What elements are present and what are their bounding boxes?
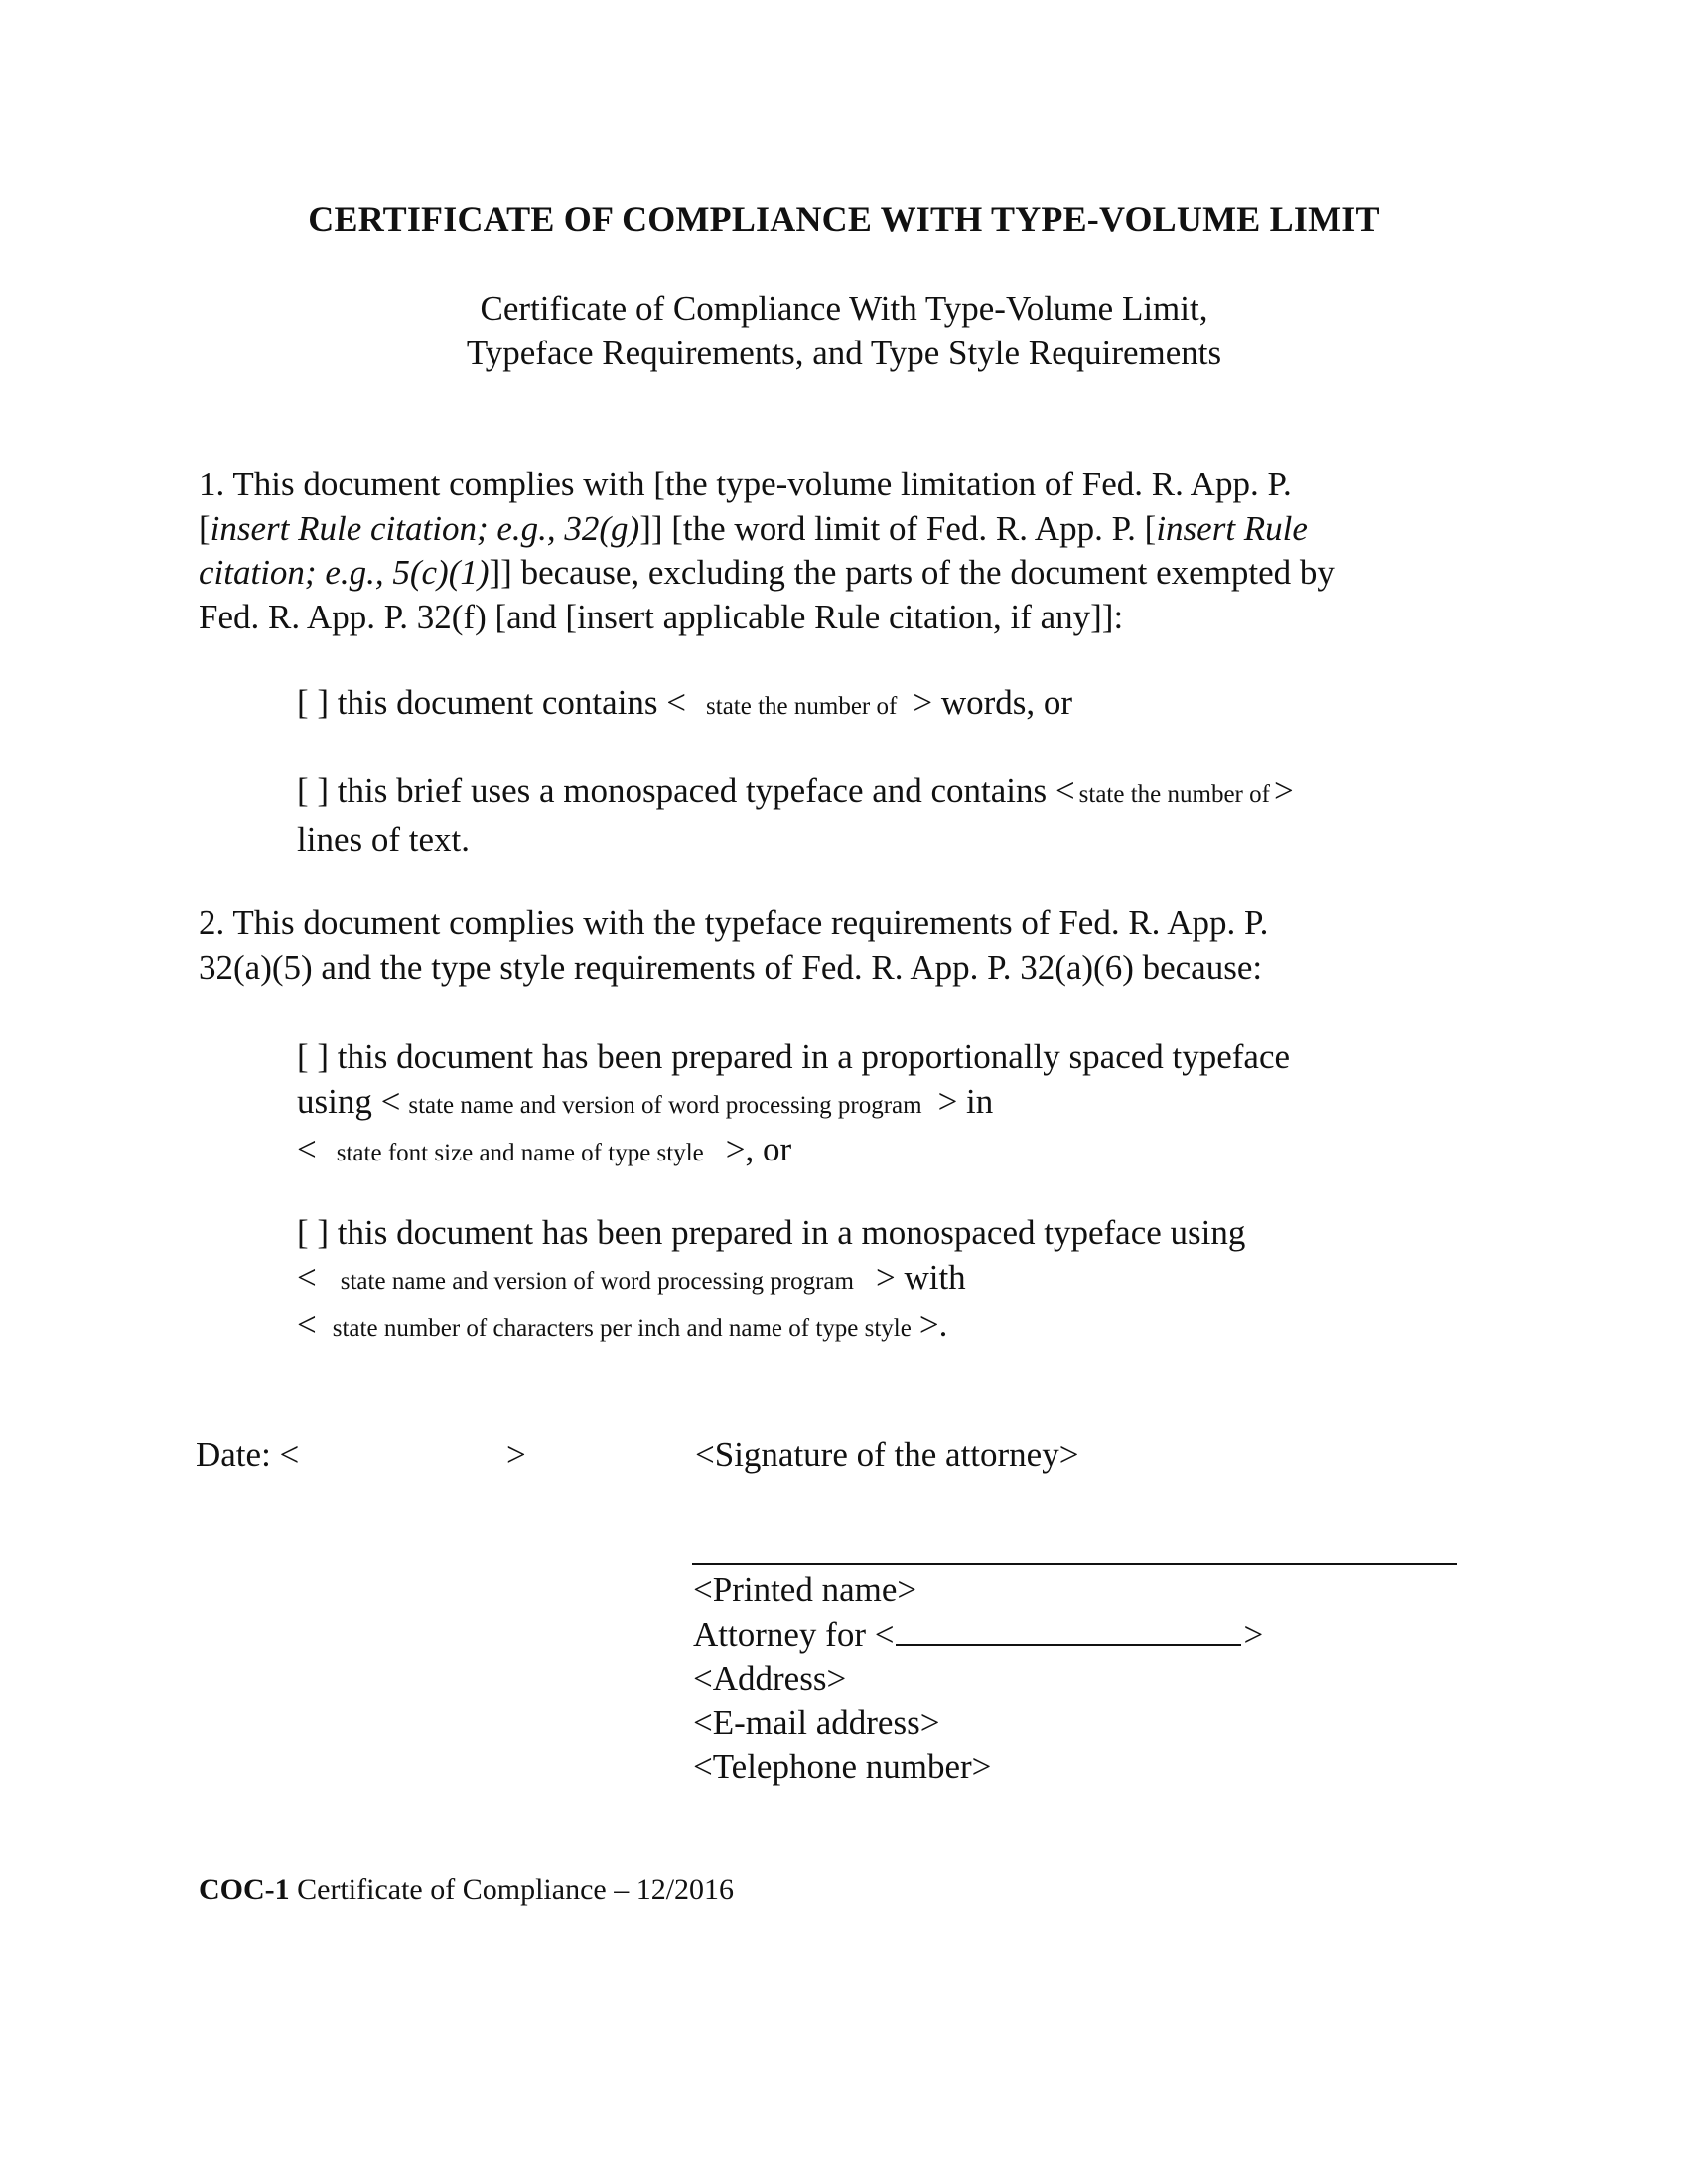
signature-line (692, 1563, 1457, 1565)
section-1-line-4: Fed. R. App. P. 32(f) [and [insert applicable Rule citation, if any]]: (199, 597, 1124, 636)
cpi-placeholder: state number of characters per inch and name of type style (332, 1315, 912, 1342)
option-proportional-typeface: [ ] this document has been prepared in a proportionally spaced typeface using < state name and version of word processing program > in < state font size and name of type style >, or (297, 1037, 1291, 1168)
subtitle-line-2: Typeface Requirements, and Type Style Requirements (466, 334, 1222, 372)
option-word-count: [ ] this document contains < state the number of > words, or (297, 683, 1073, 722)
date-label: Date: < (196, 1435, 300, 1474)
section-2-paragraph (199, 901, 1489, 990)
attorney-for: Attorney for < > (693, 1614, 1264, 1654)
subtitle (0, 286, 1688, 375)
line-count-placeholder: state the number of (1078, 781, 1270, 808)
printed-name: <Printed name> (693, 1570, 917, 1609)
form-code: COC-1 (199, 1873, 290, 1906)
section-2-line-2: 32(a)(5) and the type style requirements of Fed. R. App. P. 32(a)(6) because: (199, 947, 1263, 987)
attorney-for-blank (896, 1614, 1241, 1646)
email-address: <E-mail address> (693, 1703, 940, 1742)
date-close: > (506, 1435, 526, 1474)
address: <Address> (693, 1659, 847, 1698)
mono-program-placeholder: state name and version of word processing program (340, 1267, 854, 1295)
page-title: CERTIFICATE OF COMPLIANCE WITH TYPE-VOLUME LIMIT (308, 200, 1380, 239)
section-1-paragraph (199, 463, 1489, 639)
program-placeholder: state name and version of word processing program (408, 1091, 922, 1119)
signature-label: <Signature of the attorney> (695, 1435, 1079, 1474)
font-size-placeholder: state font size and name of type style (336, 1140, 704, 1166)
date-signature-row (0, 1435, 1688, 1485)
section-1-line-3: citation; e.g., 5(c)(1)]] because, excluding the parts of the document exempted by (199, 553, 1335, 592)
option-line-count: [ ] this brief uses a monospaced typeface and contains < state the number of > lines of text. (297, 771, 1294, 859)
telephone-number: <Telephone number> (693, 1747, 992, 1786)
section-1-line-2: [insert Rule citation; e.g., 32(g)]] [the word limit of Fed. R. App. P. [insert Rule (199, 508, 1308, 548)
option-monospaced-typeface: [ ] this document has been prepared in a monospaced typeface using < state name and version of word processing program > with < state number of characters per inch and name of type style >. (297, 1213, 1246, 1344)
form-footer (199, 1873, 734, 1907)
subtitle-line-1: Certificate of Compliance With Type-Volume Limit, (480, 289, 1208, 328)
section-1-line-1: 1. This document complies with [the type-volume limitation of Fed. R. App. P. (199, 465, 1292, 503)
word-count-placeholder: state the number of (706, 693, 898, 720)
signature-block (693, 1569, 1263, 1790)
section-2-line-1: 2. This document complies with the typeface requirements of Fed. R. App. P. (199, 903, 1269, 942)
form-footer-text: Certificate of Compliance – 12/2016 (289, 1873, 735, 1906)
